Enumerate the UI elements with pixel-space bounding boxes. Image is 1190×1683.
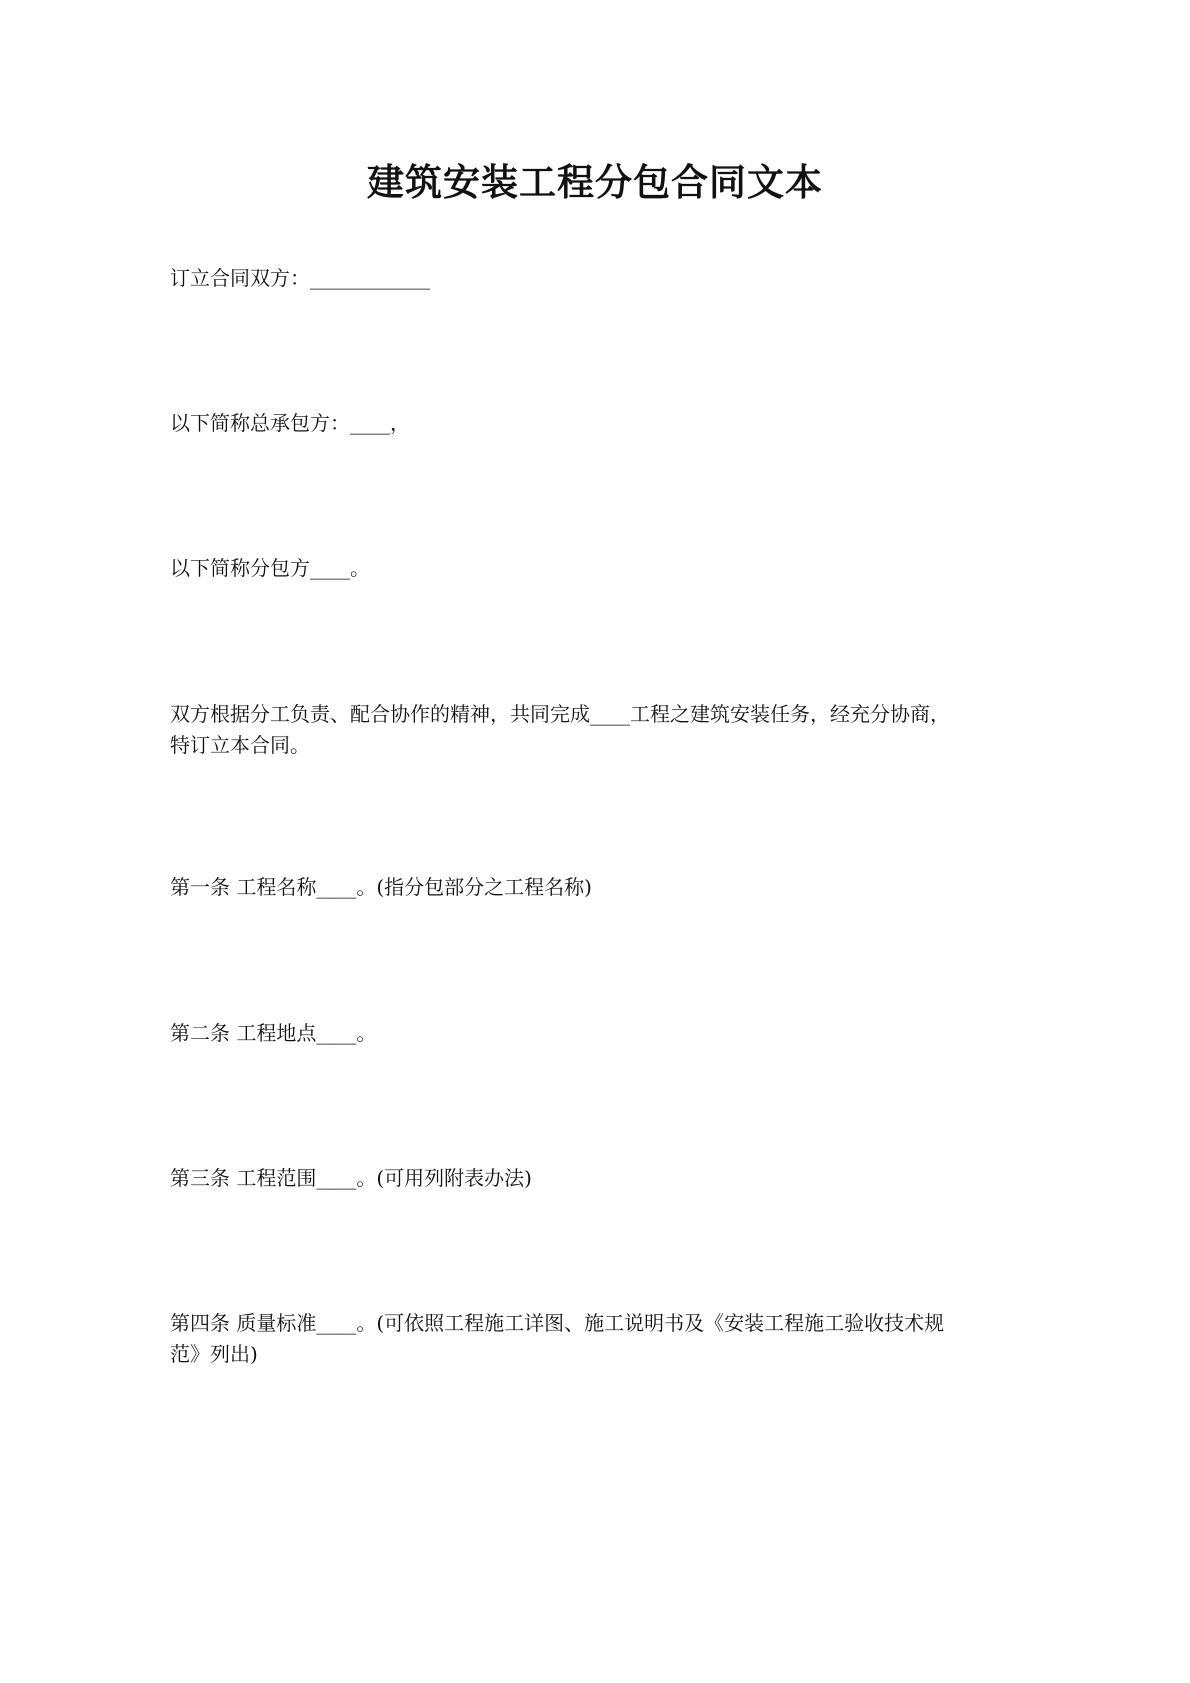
article-3-project-scope: 第三条 工程范围____。(可用列附表办法) [170,1166,532,1190]
document-title: 建筑安装工程分包合同文本 [367,160,823,204]
paragraph-parties: 订立合同双方：____________ [170,266,430,290]
paragraph-general-contractor: 以下简称总承包方：____， [170,411,410,435]
paragraph-preamble: 双方根据分工负责、配合协作的精神，共同完成____工程之建筑安装任务，经充分协商，特订立本合同。 [170,702,950,757]
article-2-project-location: 第二条 工程地点____。 [170,1021,377,1045]
article-4-quality-standard: 第四条 质量标准____。(可依照工程施工详图、施工说明书及《安装工程施工验收技术规范》列出) [170,1311,945,1366]
article-1-project-name: 第一条 工程名称____。(指分包部分之工程名称) [170,875,592,899]
paragraph-subcontractor: 以下简称分包方____。 [170,556,370,580]
